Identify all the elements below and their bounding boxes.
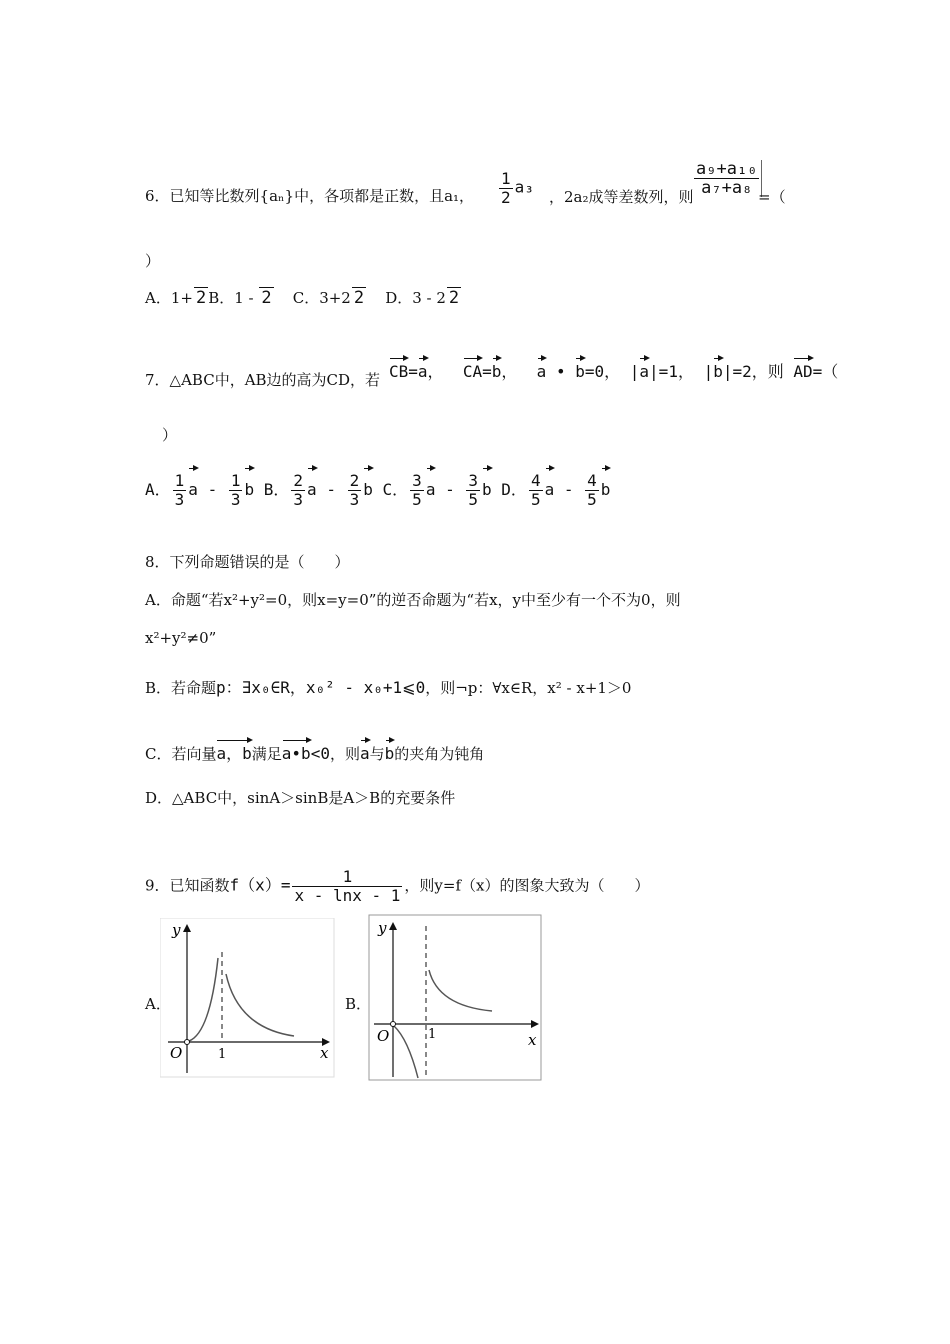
graph-b-left-branch (394, 1026, 418, 1078)
graph-b-y-label: y (378, 919, 387, 937)
graph-b-right-branch (429, 970, 492, 1011)
q6-option-b: B．1 - (208, 289, 254, 307)
q9-option-b-label: B． (345, 995, 372, 1013)
q9-stem: 9．已知函数f（x）= $\frac{1}{x - \ln x - 1}$ ，则y=f（x）的图象大致为（ ） (145, 867, 650, 905)
q7-close: ） (162, 426, 178, 444)
graph-b-tick-1: 1 (428, 1027, 437, 1042)
q6-option-c: C．3+2 (292, 289, 351, 307)
q6-close: ） (145, 252, 161, 270)
q6-half-fraction: $\frac{1}{2}$ a₃ (501, 169, 534, 207)
graph-a-left-branch (189, 958, 218, 1041)
q6-stem-b: ，2a₂成等差数列，则 (549, 188, 694, 206)
q8-option-a-line1: A．命题“若x²+y²=0，则x=y=0”的逆否命题为“若x，y中至少有一个不为0，则 (145, 591, 681, 609)
q7-option-d: D． (501, 480, 527, 499)
graph-a-origin: O (170, 1044, 183, 1062)
q7-stem: 7．△ABC中，AB边的高为CD，若 (145, 371, 381, 389)
graph-a-x-label: x (320, 1044, 329, 1062)
q8-option-a-line2: x²+y²≠0” (145, 629, 217, 647)
q8-option-d: D．△ABC中，sinA＞sinB是A＞B的充要条件 (145, 789, 456, 807)
q6-option-d: D．3 - 2 (385, 289, 446, 307)
q9-graph-a (160, 918, 335, 1078)
q7-options: A． $\frac{1}{3}$ a - $\frac{1}{3}$ b B． $\frac{2}{3}$ a - $\frac{2}{3}$ b C． $\frac{3}{5}$ a - $\frac{3}{5}$ b D． $\frac{4}{5}$ a - $\frac{4}{5}$ b (145, 466, 610, 509)
q6-stem: 6．已知等比数列{aₙ}中，各项都是正数，且a₁， (145, 187, 475, 205)
q7-option-a: A． (145, 480, 171, 499)
q6-ratio-fraction: $\frac{\text{a₉+a₁₀}}{\text{a₇+a₈}}$ (692, 160, 762, 197)
q8-option-c: C．若向量a，b满足a•b<0，则a与b的夹角为钝角 (145, 738, 484, 764)
q6-options: A．1+ 2 B．1 - 2 C．3+2 2 D．3 - 2 2 (145, 288, 460, 308)
q8-stem: 8．下列命题错误的是（ ） (145, 553, 350, 571)
graph-b-x-label: x (528, 1031, 537, 1049)
q7-option-b: B． (263, 480, 290, 499)
q9-graph-b (368, 914, 543, 1082)
q7-option-c: C． (382, 480, 409, 499)
graph-a-right-branch (226, 974, 294, 1036)
graph-a-y-label: y (172, 921, 181, 939)
q6-stem-c: =（ (758, 188, 786, 206)
graph-b-origin: O (377, 1027, 390, 1045)
q8-option-b: B．若命题p：∃x₀∈R，x₀² - x₀+1⩽0，则¬p：∀x∈R，x² - x+1＞0 (145, 678, 632, 697)
q9-option-a-label: A． (145, 995, 171, 1013)
q6-option-a: A．1+ (145, 289, 193, 307)
q7-vector-conditions: CB=a， CA=b， a • b=0， |a|=1， |b|=2，则 AD=（ (389, 356, 838, 382)
graph-a-tick-1: 1 (218, 1047, 227, 1062)
